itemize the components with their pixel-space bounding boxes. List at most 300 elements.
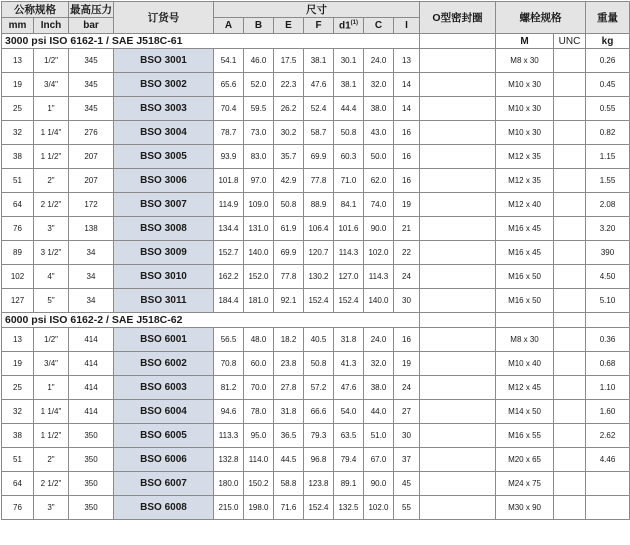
cell-f: 106.4 [304,217,334,241]
cell-kg: 3.20 [586,217,630,241]
cell-bolt: M10 x 30 [496,73,554,97]
cell-c: 38.0 [364,97,394,121]
cell-bolt: M12 x 35 [496,169,554,193]
blank-cell [420,97,496,121]
unit-metric: M [496,34,554,49]
header-dim-e: E [274,18,304,34]
cell-bar: 350 [69,496,114,520]
table-row [2,448,630,472]
cell-f: 66.6 [304,400,334,424]
cell-bar: 34 [69,241,114,265]
blank-cell [496,313,554,328]
cell-a: 132.8 [214,448,244,472]
cell-c: 90.0 [364,472,394,496]
cell-kg: 2.62 [586,424,630,448]
cell-c: 102.0 [364,496,394,520]
cell-a: 65.6 [214,73,244,97]
cell-b: 181.0 [244,289,274,313]
blank-cell [554,328,586,352]
cell-code: BSO 6001 [114,328,214,352]
unit-unc: UNC [554,34,586,49]
cell-mm: 25 [2,376,34,400]
cell-b: 150.2 [244,472,274,496]
cell-f: 47.6 [304,73,334,97]
table-row [2,49,630,73]
cell-bolt: M10 x 30 [496,121,554,145]
footnote-marker: (1) [350,19,358,26]
cell-i: 45 [394,472,420,496]
cell-bar: 414 [69,400,114,424]
cell-mm: 89 [2,241,34,265]
blank-cell [554,49,586,73]
cell-a: 54.1 [214,49,244,73]
blank-cell [420,400,496,424]
cell-e: 35.7 [274,145,304,169]
blank-cell [420,448,496,472]
cell-d1: 47.6 [334,376,364,400]
cell-c: 38.0 [364,376,394,400]
blank-cell [420,313,496,328]
cell-c: 32.0 [364,73,394,97]
blank-cell [554,424,586,448]
cell-bolt: M12 x 40 [496,193,554,217]
blank-cell [554,352,586,376]
section-title-6000psi: 6000 psi ISO 6162-2 / SAE J518C-62 [2,313,420,328]
table-row [2,328,630,352]
blank-cell [554,313,586,328]
cell-bar: 350 [69,424,114,448]
cell-b: 78.0 [244,400,274,424]
cell-f: 57.2 [304,376,334,400]
cell-inch: 3" [34,496,69,520]
blank-cell [420,496,496,520]
cell-mm: 13 [2,328,34,352]
cell-bar: 34 [69,289,114,313]
cell-d1: 41.3 [334,352,364,376]
cell-i: 24 [394,376,420,400]
cell-inch: 1/2" [34,328,69,352]
cell-inch: 2" [34,169,69,193]
table-row [2,73,630,97]
section-6000psi [2,313,630,520]
blank-cell [420,376,496,400]
cell-f: 123.8 [304,472,334,496]
cell-bar: 345 [69,49,114,73]
cell-kg: 0.68 [586,352,630,376]
cell-code: BSO 6008 [114,496,214,520]
cell-i: 22 [394,241,420,265]
cell-a: 70.8 [214,352,244,376]
cell-i: 55 [394,496,420,520]
cell-c: 50.0 [364,145,394,169]
cell-inch: 1/2" [34,49,69,73]
table-row [2,265,630,289]
cell-i: 13 [394,49,420,73]
header-unit-mm: mm [2,18,34,34]
cell-a: 81.2 [214,376,244,400]
blank-cell [420,217,496,241]
cell-code: BSO 3004 [114,121,214,145]
cell-code: BSO 3002 [114,73,214,97]
table-row [2,121,630,145]
cell-f: 77.8 [304,169,334,193]
header-dim-a: A [214,18,244,34]
cell-e: 26.2 [274,97,304,121]
cell-d1: 132.5 [334,496,364,520]
cell-d1: 127.0 [334,265,364,289]
blank-cell [554,241,586,265]
cell-f: 79.3 [304,424,334,448]
blank-cell [554,145,586,169]
header-dim-f: F [304,18,334,34]
cell-c: 90.0 [364,217,394,241]
cell-code: BSO 3006 [114,169,214,193]
cell-b: 114.0 [244,448,274,472]
cell-c: 67.0 [364,448,394,472]
blank-cell [554,448,586,472]
table-row [2,241,630,265]
cell-e: 71.6 [274,496,304,520]
cell-b: 46.0 [244,49,274,73]
cell-e: 92.1 [274,289,304,313]
cell-bar: 414 [69,352,114,376]
cell-inch: 3/4" [34,73,69,97]
cell-c: 74.0 [364,193,394,217]
cell-b: 95.0 [244,424,274,448]
cell-kg: 0.82 [586,121,630,145]
table-row [2,472,630,496]
cell-f: 40.5 [304,328,334,352]
cell-code: BSO 3008 [114,217,214,241]
cell-mm: 38 [2,424,34,448]
cell-bolt: M10 x 30 [496,97,554,121]
cell-f: 88.9 [304,193,334,217]
cell-bolt: M12 x 35 [496,145,554,169]
blank-cell [554,121,586,145]
cell-inch: 2 1/2" [34,193,69,217]
cell-bolt: M30 x 90 [496,496,554,520]
header-unit-inch: Inch [34,18,69,34]
cell-d1: 152.4 [334,289,364,313]
cell-a: 114.9 [214,193,244,217]
cell-e: 31.8 [274,400,304,424]
blank-cell [554,400,586,424]
cell-d1: 114.3 [334,241,364,265]
cell-a: 113.3 [214,424,244,448]
cell-bar: 172 [69,193,114,217]
blank-cell [420,328,496,352]
cell-i: 16 [394,145,420,169]
cell-code: BSO 3005 [114,145,214,169]
cell-i: 27 [394,400,420,424]
blank-cell [554,193,586,217]
blank-cell [554,376,586,400]
cell-d1: 54.0 [334,400,364,424]
cell-code: BSO 6002 [114,352,214,376]
cell-bolt: M20 x 65 [496,448,554,472]
cell-mm: 32 [2,400,34,424]
cell-code: BSO 3003 [114,97,214,121]
cell-kg: 1.10 [586,376,630,400]
cell-e: 22.3 [274,73,304,97]
cell-bar: 414 [69,328,114,352]
header-dimensions: 尺寸 [214,2,420,18]
cell-mm: 19 [2,352,34,376]
blank-cell [420,73,496,97]
blank-cell [554,472,586,496]
header-nominal-size: 公称规格 [2,2,69,18]
cell-bar: 345 [69,97,114,121]
cell-c: 140.0 [364,289,394,313]
cell-i: 30 [394,289,420,313]
cell-c: 102.0 [364,241,394,265]
cell-bolt: M8 x 30 [496,49,554,73]
cell-b: 73.0 [244,121,274,145]
cell-a: 180.0 [214,472,244,496]
cell-kg: 1.15 [586,145,630,169]
cell-mm: 64 [2,472,34,496]
cell-inch: 1" [34,97,69,121]
cell-d1: 84.1 [334,193,364,217]
cell-e: 69.9 [274,241,304,265]
cell-i: 16 [394,121,420,145]
cell-bolt: M10 x 40 [496,352,554,376]
cell-code: BSO 3001 [114,49,214,73]
header-unit-bar: bar [69,18,114,34]
cell-e: 58.8 [274,472,304,496]
cell-code: BSO 6004 [114,400,214,424]
blank-cell [420,193,496,217]
cell-a: 70.4 [214,97,244,121]
section-3000psi [2,34,630,313]
cell-f: 38.1 [304,49,334,73]
cell-b: 140.0 [244,241,274,265]
cell-d1: 31.8 [334,328,364,352]
cell-f: 58.7 [304,121,334,145]
table-row [2,145,630,169]
cell-code: BSO 3011 [114,289,214,313]
cell-d1: 63.5 [334,424,364,448]
cell-bolt: M16 x 55 [496,424,554,448]
blank-cell [420,49,496,73]
cell-code: BSO 6007 [114,472,214,496]
cell-inch: 2 1/2" [34,472,69,496]
table-row [2,169,630,193]
cell-f: 69.9 [304,145,334,169]
blank-cell [554,289,586,313]
cell-bolt: M16 x 45 [496,217,554,241]
cell-code: BSO 3007 [114,193,214,217]
blank-cell [554,169,586,193]
cell-f: 120.7 [304,241,334,265]
cell-a: 94.6 [214,400,244,424]
cell-inch: 1 1/4" [34,400,69,424]
cell-c: 62.0 [364,169,394,193]
cell-mm: 76 [2,496,34,520]
cell-b: 70.0 [244,376,274,400]
cell-d1: 101.6 [334,217,364,241]
cell-f: 152.4 [304,496,334,520]
flange-spec-table [1,1,630,520]
cell-mm: 32 [2,121,34,145]
cell-f: 50.8 [304,352,334,376]
cell-a: 101.8 [214,169,244,193]
cell-mm: 64 [2,193,34,217]
blank-cell [420,121,496,145]
cell-e: 50.8 [274,193,304,217]
cell-a: 56.5 [214,328,244,352]
cell-i: 37 [394,448,420,472]
blank-cell [420,472,496,496]
cell-e: 23.8 [274,352,304,376]
cell-inch: 3/4" [34,352,69,376]
cell-inch: 3" [34,217,69,241]
cell-d1: 38.1 [334,73,364,97]
cell-e: 30.2 [274,121,304,145]
cell-bar: 414 [69,376,114,400]
cell-inch: 2" [34,448,69,472]
table-row [2,193,630,217]
cell-f: 152.4 [304,289,334,313]
cell-kg: 2.08 [586,193,630,217]
cell-e: 77.8 [274,265,304,289]
cell-d1: 79.4 [334,448,364,472]
cell-b: 152.0 [244,265,274,289]
blank-cell [420,265,496,289]
cell-e: 27.8 [274,376,304,400]
cell-kg [586,472,630,496]
cell-d1: 44.4 [334,97,364,121]
cell-inch: 1 1/2" [34,424,69,448]
cell-a: 152.7 [214,241,244,265]
cell-e: 44.5 [274,448,304,472]
table-row [2,376,630,400]
cell-c: 24.0 [364,49,394,73]
cell-bolt: M16 x 50 [496,289,554,313]
table-row [2,217,630,241]
blank-cell [420,169,496,193]
cell-kg: 0.26 [586,49,630,73]
cell-b: 52.0 [244,73,274,97]
cell-inch: 3 1/2" [34,241,69,265]
table-row [2,424,630,448]
cell-i: 14 [394,97,420,121]
header-dim-d1 [334,18,364,34]
header-dim-b: B [244,18,274,34]
cell-bolt: M14 x 50 [496,400,554,424]
cell-c: 114.3 [364,265,394,289]
cell-code: BSO 3010 [114,265,214,289]
header-bolt-spec: 螺栓规格 [496,2,586,34]
cell-c: 24.0 [364,328,394,352]
cell-code: BSO 6003 [114,376,214,400]
cell-mm: 51 [2,169,34,193]
cell-inch: 4" [34,265,69,289]
blank-cell [554,496,586,520]
cell-code: BSO 6005 [114,424,214,448]
cell-bolt: M8 x 30 [496,328,554,352]
cell-mm: 25 [2,97,34,121]
header-weight: 重量 [586,2,630,34]
blank-cell [554,73,586,97]
cell-kg: 0.55 [586,97,630,121]
cell-d1: 89.1 [334,472,364,496]
cell-b: 48.0 [244,328,274,352]
cell-kg: 4.46 [586,448,630,472]
blank-cell [420,352,496,376]
header-order-code: 订货号 [114,2,214,34]
blank-cell [554,97,586,121]
cell-inch: 5" [34,289,69,313]
cell-d1: 60.3 [334,145,364,169]
cell-kg: 390 [586,241,630,265]
cell-kg [586,496,630,520]
cell-i: 21 [394,217,420,241]
cell-a: 184.4 [214,289,244,313]
cell-bolt: M16 x 50 [496,265,554,289]
table-row [2,352,630,376]
header-max-pressure: 最高压力 [69,2,114,18]
cell-bar: 350 [69,472,114,496]
cell-d1: 30.1 [334,49,364,73]
cell-bolt: M16 x 45 [496,241,554,265]
cell-kg: 4.50 [586,265,630,289]
table-row [2,289,630,313]
blank-cell [420,145,496,169]
cell-code: BSO 3009 [114,241,214,265]
cell-f: 96.8 [304,448,334,472]
cell-b: 59.5 [244,97,274,121]
cell-mm: 76 [2,217,34,241]
cell-b: 97.0 [244,169,274,193]
cell-bolt: M12 x 45 [496,376,554,400]
cell-kg: 0.45 [586,73,630,97]
cell-i: 30 [394,424,420,448]
table-row [2,496,630,520]
cell-f: 52.4 [304,97,334,121]
cell-b: 109.0 [244,193,274,217]
header-dim-i: I [394,18,420,34]
cell-a: 215.0 [214,496,244,520]
cell-d1: 71.0 [334,169,364,193]
cell-i: 19 [394,352,420,376]
cell-c: 32.0 [364,352,394,376]
cell-e: 18.2 [274,328,304,352]
cell-bar: 207 [69,145,114,169]
cell-b: 198.0 [244,496,274,520]
cell-e: 17.5 [274,49,304,73]
cell-c: 44.0 [364,400,394,424]
cell-a: 134.4 [214,217,244,241]
cell-mm: 13 [2,49,34,73]
blank-cell [554,265,586,289]
cell-kg: 5.10 [586,289,630,313]
cell-i: 16 [394,328,420,352]
cell-e: 61.9 [274,217,304,241]
cell-mm: 19 [2,73,34,97]
cell-f: 130.2 [304,265,334,289]
cell-b: 131.0 [244,217,274,241]
blank-cell [420,424,496,448]
header-dim-c: C [364,18,394,34]
cell-bar: 350 [69,448,114,472]
cell-c: 51.0 [364,424,394,448]
section-title-3000psi: 3000 psi ISO 6162-1 / SAE J518C-61 [2,34,420,49]
cell-e: 36.5 [274,424,304,448]
cell-kg: 1.55 [586,169,630,193]
cell-mm: 51 [2,448,34,472]
cell-bar: 345 [69,73,114,97]
